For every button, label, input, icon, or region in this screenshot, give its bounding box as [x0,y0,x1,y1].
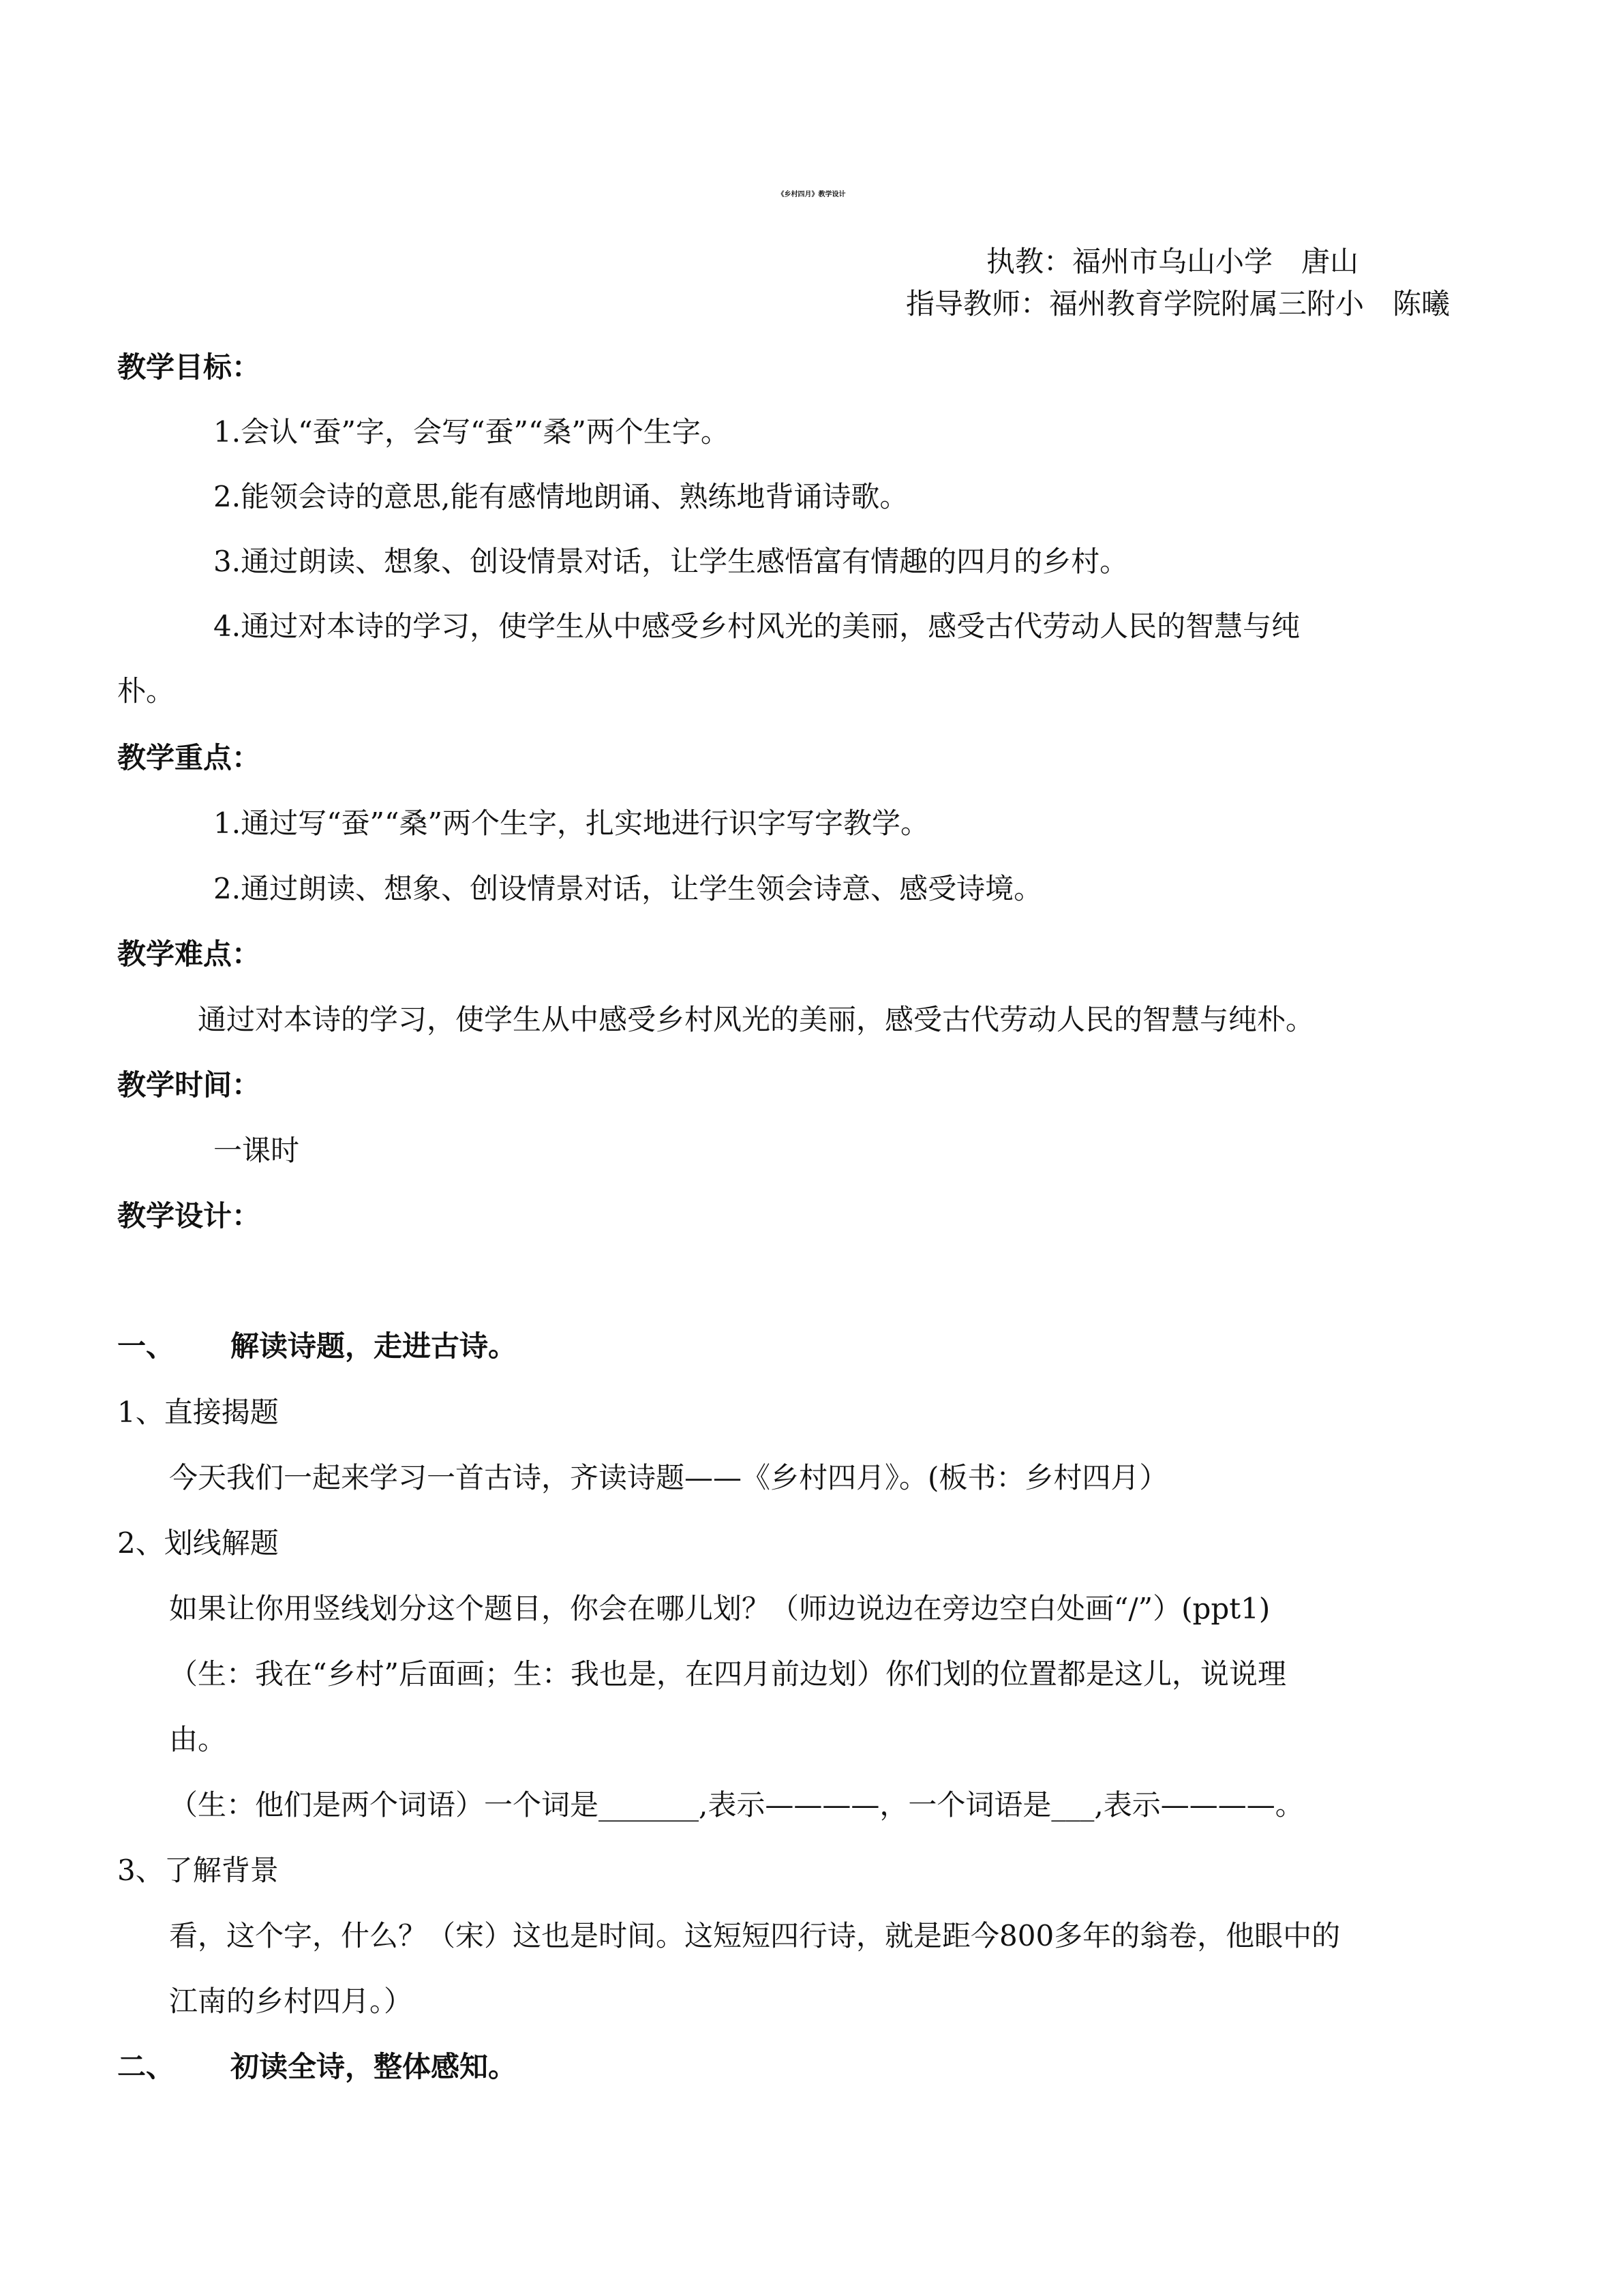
goal-item-4-continued: 朴。 [117,674,175,708]
step-2-line-2: （生：我在“乡村”后面画；生：我也是，在四月前边划）你们划的位置都是这儿，说说理 [169,1657,1286,1691]
design-heading: 教学设计： [117,1199,261,1233]
difficulties-text: 通过对本诗的学习，使学生从中感受乡村风光的美丽，感受古代劳动人民的智慧与纯朴。 [198,1003,1315,1036]
teacher-line: 执教：福州市乌山小学 唐山 [986,245,1359,278]
goal-item-3: 3.通过朗读、想象、创设情景对话，让学生感悟富有情趣的四月的乡村。 [213,545,1129,578]
step-1-title: 1、直接揭题 [117,1395,279,1429]
step-2-line-4: （生：他们是两个词语）一个词是_______,表示————，一个词语是___,表示————。 [169,1788,1304,1822]
difficulties-heading: 教学难点： [117,937,261,971]
key-points-heading: 教学重点： [117,741,261,774]
key-point-item-2: 2.通过朗读、想象、创设情景对话，让学生领会诗意、感受诗境。 [213,872,1043,905]
advisor-line: 指导教师：福州教育学院附属三附小 陈曦 [905,287,1450,320]
step-2-line-3: 由。 [169,1723,227,1756]
section-1-number: 一、 [117,1329,175,1363]
section-2-title: 初读全诗，整体感知。 [230,2050,517,2083]
section-2-number: 二、 [117,2050,175,2083]
key-point-item-1: 1.通过写“蚕”“桑”两个生字，扎实地进行识字写字教学。 [213,806,929,840]
time-text: 一课时 [213,1134,300,1167]
step-2-line-1: 如果让你用竖线划分这个题目，你会在哪儿划？（师边说边在旁边空白处画“/”）(ppt1) [169,1592,1271,1625]
document-title: 《乡村四月》教学设计 [777,191,846,198]
goal-item-4: 4.通过对本诗的学习，使学生从中感受乡村风光的美丽，感受古代劳动人民的智慧与纯 [213,609,1301,643]
section-1-title: 解读诗题，走进古诗。 [230,1329,517,1363]
step-3-title: 3、了解背景 [117,1854,279,1887]
goals-heading: 教学目标： [117,350,261,384]
step-1-text: 今天我们一起来学习一首古诗，齐读诗题——《乡村四月》。(板书：乡村四月） [169,1461,1168,1494]
goal-item-1: 1.会认“蚕”字，会写“蚕”“桑”两个生字。 [213,415,729,449]
goal-item-2: 2.能领会诗的意思,能有感情地朗诵、熟练地背诵诗歌。 [213,480,909,513]
step-3-line-1: 看，这个字，什么？（宋）这也是时间。这短短四行诗，就是距今800多年的翁卷，他眼中的 [169,1919,1341,1952]
step-3-line-2: 江南的乡村四月。） [169,1984,413,2018]
step-2-title: 2、划线解题 [117,1526,279,1560]
time-heading: 教学时间： [117,1068,261,1102]
